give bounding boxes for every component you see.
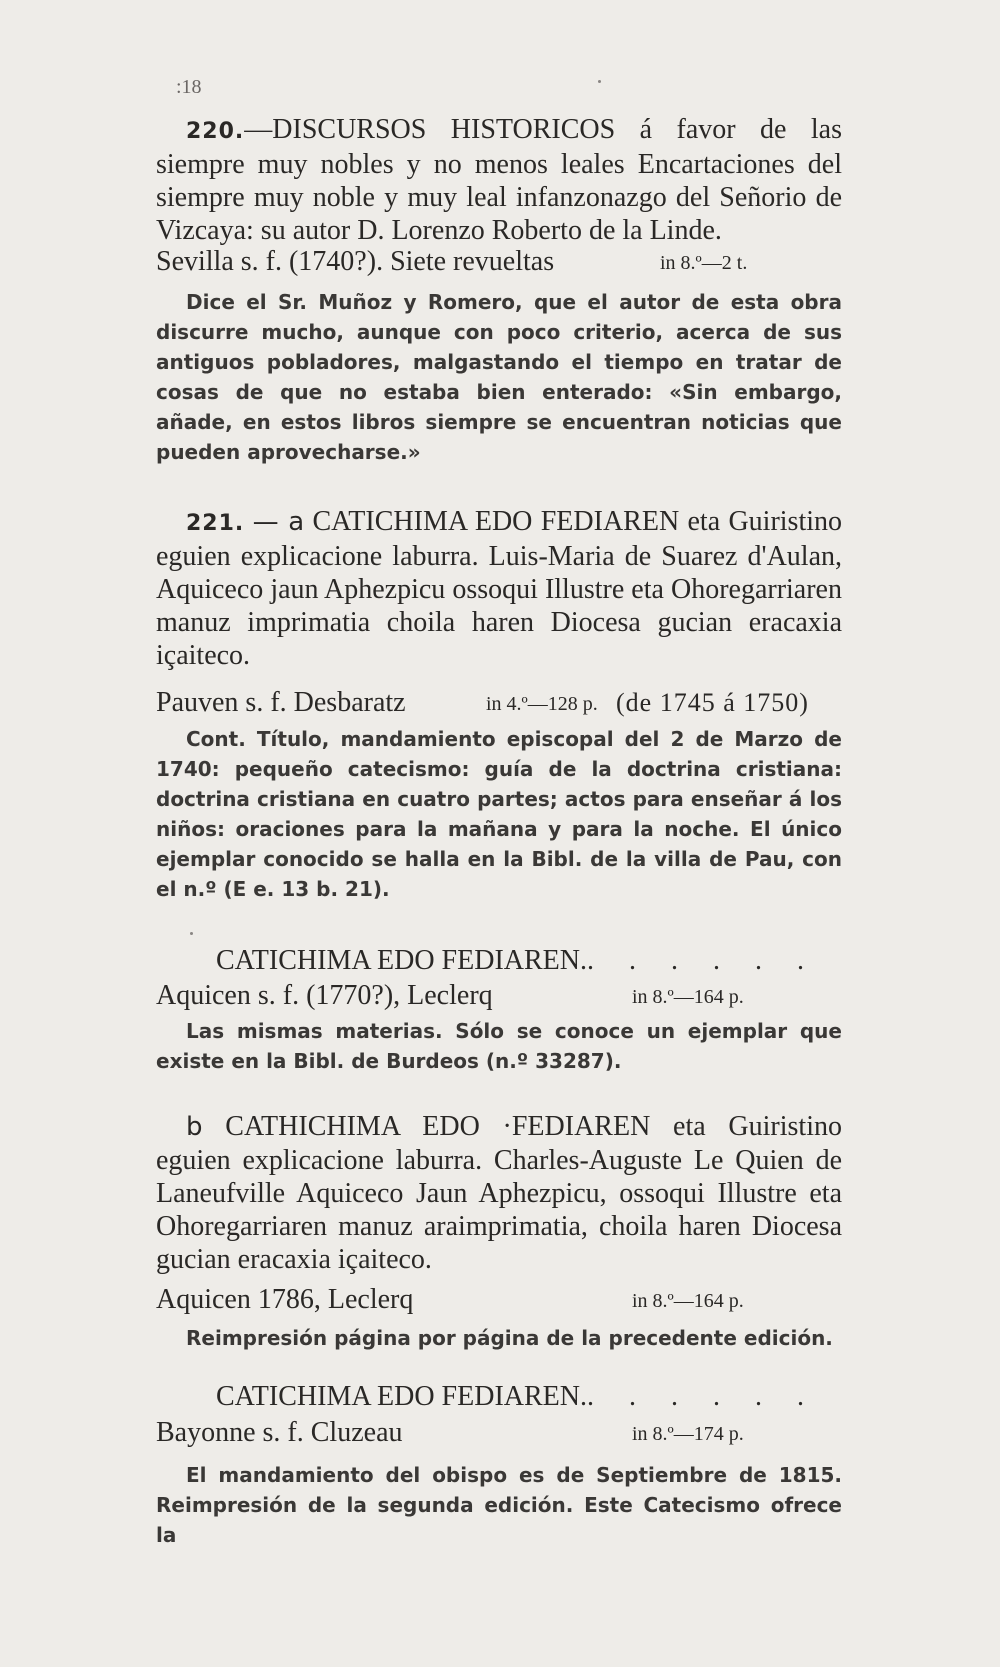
entry-b-note: Reimpresión página por página de la precedente edición. [186, 1326, 833, 1350]
entry-number: 221. [186, 511, 245, 536]
entry-letter: — a [252, 507, 305, 537]
imprint-text: Sevilla s. f. (1740?). Siete revueltas [156, 246, 555, 277]
entry-b-title [156, 1110, 842, 1276]
format-text: in 8.º—174 p. [632, 1423, 744, 1445]
page-number: :18 [176, 76, 202, 98]
entry-2-title [216, 944, 846, 977]
imprint-text: Bayonne s. f. Cluzeau [156, 1417, 403, 1448]
entry-letter: b [186, 1112, 203, 1142]
entry-title-text: CATICHIMA EDO FEDIAREN. [216, 945, 587, 976]
speck-mark [190, 932, 193, 935]
speck-mark [598, 80, 601, 83]
entry-3-note: El mandamiento del obispo es de Septiembre de 1815. Reimpresión de la segunda edición. Este Catecismo ofrece la [156, 1463, 842, 1547]
imprint-text: Pauven s. f. Desbaratz [156, 687, 406, 718]
entry-number: 220. [186, 119, 245, 144]
imprint-text: Aquicen s. f. (1770?), Leclerq [156, 980, 493, 1011]
entry-221-note: Cont. Título, mandamiento episcopal del 2 de Marzo de 1740: pequeño catecismo: guía de la doctrina cristiana: doctrina cristiana en cuatro partes; actos para enseñar á los niños: oraciones para la mañana y para la noche. El único ejemplar conocido se halla en la Bibl. de la villa de Pau, con el n.º (E e. 13 b. 21). [156, 727, 842, 901]
entry-3-title [216, 1380, 846, 1413]
date-range-text: (de 1745 á 1750) [616, 688, 809, 717]
entry-221-imprint [156, 686, 846, 719]
entry-2-imprint [156, 979, 846, 1012]
entry-title-text: CATICHIMA EDO FEDIAREN eta Guiristino eguien explicacione laburra. Luis-Maria de Suarez d'Aulan, Aquiceco jaun Aphezpicu ossoqui Illustre eta Ohoregarriaren manuz imprimatia choila haren Diocesa gucian eracaxia içaiteco. [156, 506, 843, 671]
entry-220-title [156, 113, 842, 247]
format-text: in 8.º—2 t. [660, 252, 748, 274]
leader-dots: . . . . . . [587, 945, 818, 976]
entry-221-title [156, 505, 842, 672]
entry-title-text: CATHICHIMA EDO ·FEDIAREN eta Guiristino eguien explicacione laburra. Charles-Auguste Le Quien de Laneufville Aquiceco Jaun Aphezpicu, ossoqui Illustre eta Ohoregarriaren manuz araimprimatia, choila haren Diocesa gucian eracaxia içaiteco. [156, 1111, 842, 1275]
entry-220-imprint [156, 245, 846, 278]
entry-title-text: —DISCURSOS HISTORICOS á favor de las siempre muy nobles y no menos leales Encartaciones del siempre muy noble y muy leal infanzonazgo del Señorio de Vizcaya: su autor D. Lorenzo Roberto de la Linde. [156, 114, 842, 246]
format-text: in 8.º—164 p. [632, 986, 744, 1008]
entry-2-note: Las mismas materias. Sólo se conoce un ejemplar que existe en la Bibl. de Burdeos (n.º 33287). [156, 1019, 842, 1073]
leader-dots: . . . . . . [587, 1381, 818, 1412]
entry-3-imprint [156, 1416, 846, 1449]
entry-220-note: Dice el Sr. Muñoz y Romero, que el autor de esta obra discurre mucho, aunque con poco criterio, acerca de sus antiguos pobladores, malgastando el tiempo en tratar de cosas de que no estaba bien enterado: «Sin embargo, añade, en estos libros siempre se encuentran noticias que pueden aprovecharse.» [156, 290, 842, 464]
imprint-text: Aquicen 1786, Leclerq [156, 1284, 414, 1315]
entry-title-text: CATICHIMA EDO FEDIAREN. [216, 1381, 587, 1412]
format-text: in 4.º—128 p. [486, 693, 598, 715]
format-text: in 8.º—164 p. [632, 1290, 744, 1312]
entry-b-imprint [156, 1283, 846, 1316]
